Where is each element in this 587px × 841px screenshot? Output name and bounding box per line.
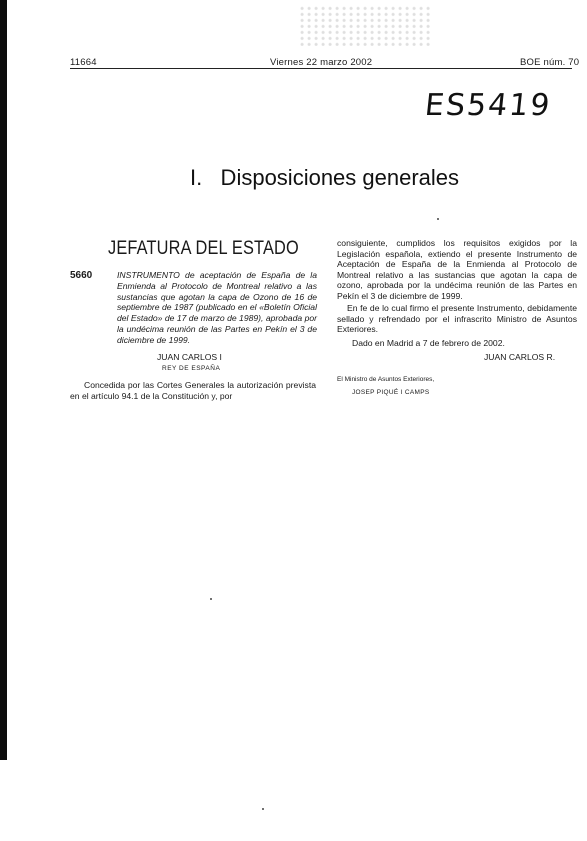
publication-date: Viernes 22 marzo 2002 (270, 57, 373, 68)
agency-heading: JEFATURA DEL ESTADO (108, 238, 299, 259)
body-paragraph-right-1: consiguiente, cumplidos los requisitos exigidos por la Legislación española, extiendo el presente Instrumento de Aceptación de España de la Enmienda al Protocolo de Montreal relativo a las sustancias que agotan la capa de ozono, aprobada por la undécima reunión de las Partes en Pekín el 3 de diciembre de 1999. (337, 238, 577, 301)
scan-edge-bar (0, 0, 7, 760)
minister-name: JOSEP PIQUÉ I CAMPS (352, 389, 430, 396)
signatory-name: JUAN CARLOS I (157, 352, 222, 362)
dated-line: Dado en Madrid a 7 de febrero de 2002. (352, 338, 505, 348)
signatory-title: REY DE ESPAÑA (162, 365, 221, 372)
minister-title: El Ministro de Asuntos Exteriores, (337, 376, 435, 383)
item-summary: INSTRUMENTO de aceptación de España de la Enmienda al Protocolo de Montreal relativo a las sustancias que agotan la capa de Ozono de 16 de septiembre de 1987 (publicado en el «Boletín Oficial del Estado» de 17 de marzo de 1989), aprobada por la undécima reunión de las Partes en Pekín el 3 de diciembre de 1999. (117, 270, 317, 345)
scan-speck (262, 808, 264, 810)
section-title: I. Disposiciones generales (190, 165, 460, 190)
scan-speck (210, 598, 212, 600)
scan-speck (437, 218, 439, 220)
handwritten-code: ES5419 (423, 88, 554, 123)
body-paragraph-left: Concedida por las Cortes Generales la autorización prevista en el artículo 94.1 de la Constitución y, por (70, 380, 316, 401)
item-number: 5660 (70, 270, 93, 281)
issue-number: BOE núm. 70 (520, 57, 580, 68)
closing-signature: JUAN CARLOS R. (484, 352, 556, 362)
header-rule (70, 68, 572, 69)
scan-noise (300, 6, 430, 46)
body-paragraph-right-2: En fe de lo cual firmo el presente Instrumento, debidamente sellado y refrendado por el infrascrito Ministro de Asuntos Exteriores. (337, 303, 577, 335)
page-number: 11664 (70, 57, 97, 68)
